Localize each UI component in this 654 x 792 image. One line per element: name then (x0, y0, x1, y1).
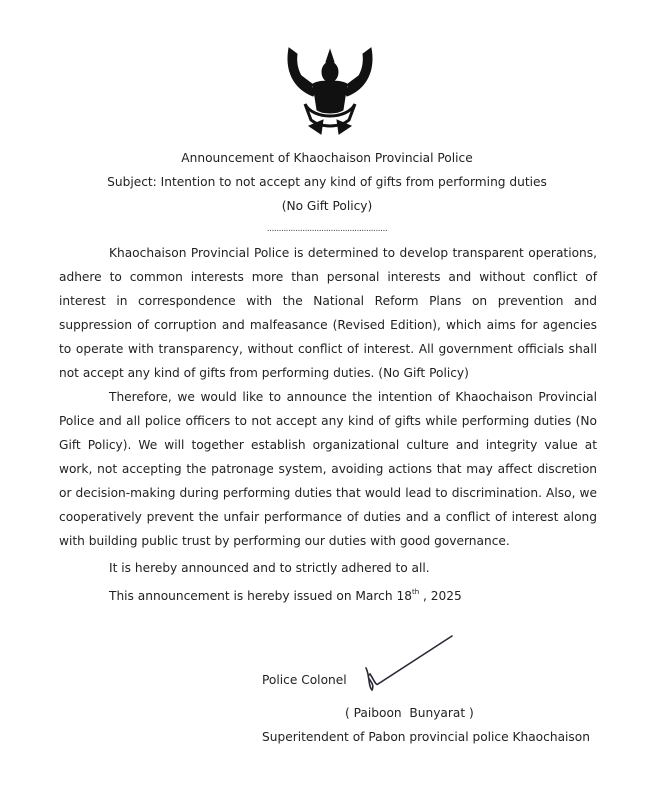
signatory-position: Superitendent of Pabon provincial police Khaochaison (262, 730, 590, 744)
ordinal-suffix: th (411, 588, 420, 596)
garuda-emblem-icon (283, 40, 377, 142)
issued-date (109, 580, 462, 608)
announcement-title: Announcement of Khaochaison Provincial Police (181, 151, 473, 165)
closing-statement: It is hereby announced and to strictly adhered to all. (109, 561, 430, 575)
policy-label: (No Gift Policy) (281, 199, 373, 213)
paragraph-2: Therefore, we would like to announce the intention of Khaochaison Provincial Police and all police officers to not accept any kind of gifts while performing duties (No Gift Policy). We will together establish organizational culture and integrity value at work, not accepting the patronage system, avoiding actions that may affect discretion or decision-making during performing duties that would lead to discrimination. Also, we cooperatively prevent the unfair performance of duties and a conflict of interest along with building public trust by performing our duties with good governance. (59, 390, 597, 548)
paragraph-1: Khaochaison Provincial Police is determined to develop transparent operations, adhere to common interests more than personal interests and without conflict of interest in correspondence with the National Reform Plans on prevention and suppression of corruption and malfeasance (Revised Edition), which aims for agencies to operate with transparency, without conflict of interest. All government officials shall not accept any kind of gifts from performing duties. (No Gift Policy) (59, 246, 597, 380)
signatory-rank: Police Colonel (262, 673, 347, 687)
signature-icon (360, 630, 460, 695)
issued-prefix: This announcement is hereby issued on March 18 (109, 589, 412, 603)
announcement-subject: Subject: Intention to not accept any kind of gifts from performing duties (107, 175, 547, 189)
separator: ................................................... (266, 224, 388, 234)
issued-year: , 2025 (419, 589, 462, 603)
signatory-name: ( Paiboon Bunyarat ) (345, 706, 474, 720)
